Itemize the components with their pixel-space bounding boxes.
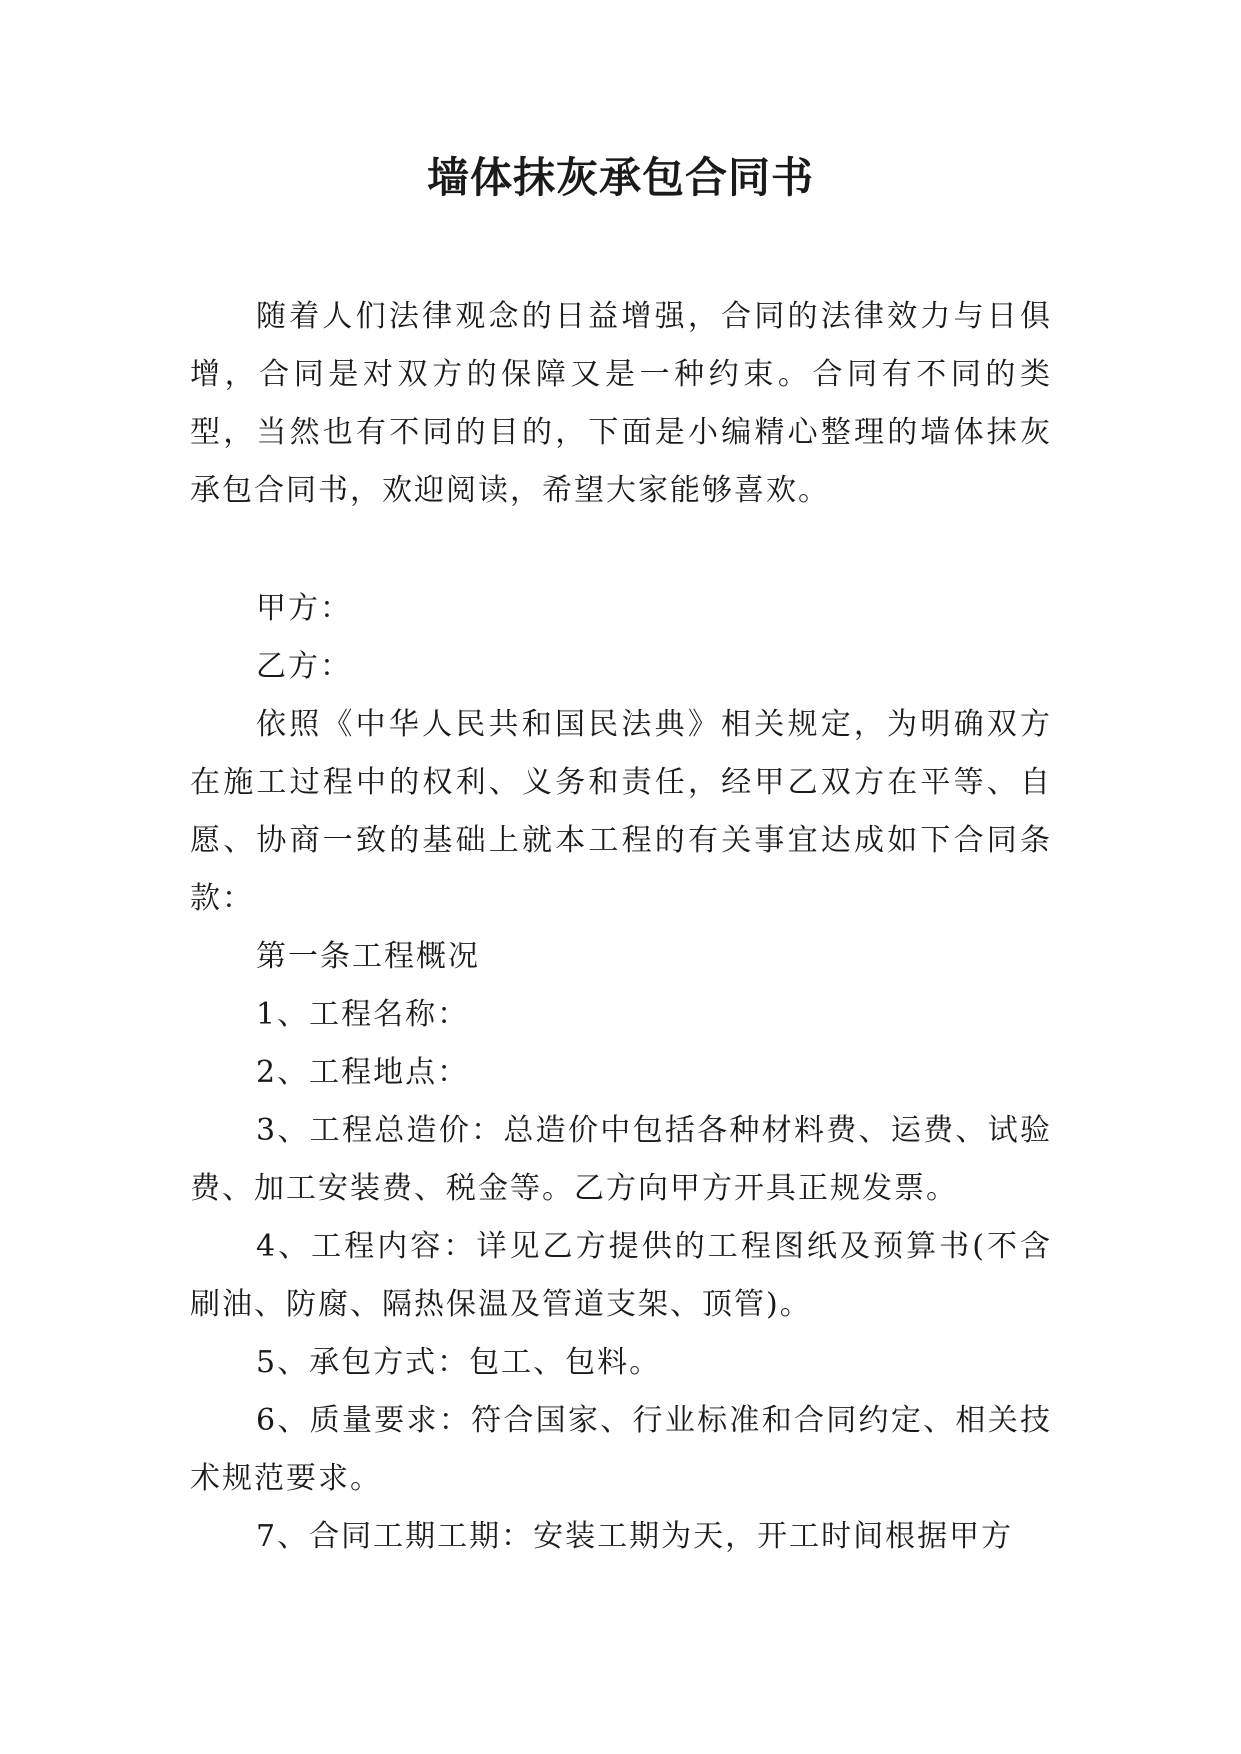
preamble-paragraph: 依照《中华人民共和国民法典》相关规定，为明确双方在施工过程中的权利、义务和责任，经甲乙双方在平等、自愿、协商一致的基础上就本工程的有关事宜达成如下合同条款： [190,707,1052,916]
clause-item-3: 3、工程总造价：总造价中包括各种材料费、运费、试验费、加工安装费、税金等。乙方向甲方开具正规发票。 [190,1113,1052,1206]
clause-item-7: 7、合同工期工期：安装工期为天，开工时间根据甲方 [256,1519,1014,1554]
document-title: 墙体抹灰承包合同书 [426,153,814,202]
clause-item-5: 5、承包方式：包工、包料。 [256,1345,662,1380]
article-1-heading: 第一条工程概况 [256,939,480,974]
intro-section [190,288,1052,520]
clause-item-1: 1、工程名称： [256,997,470,1032]
party-b-line: 乙方： [256,649,352,684]
clause-item-6: 6、质量要求：符合国家、行业标准和合同约定、相关技术规范要求。 [190,1403,1052,1496]
intro-paragraph: 随着人们法律观念的日益增强，合同的法律效力与日俱增，合同是对双方的保障又是一种约束。合同有不同的类型，当然也有不同的目的，下面是小编精心整理的墙体抹灰承包合同书，欢迎阅读，希望大家能够喜欢。 [190,299,1052,508]
clause-item-4: 4、工程内容：详见乙方提供的工程图纸及预算书(不含刷油、防腐、隔热保温及管道支架、顶管)。 [190,1229,1052,1322]
contract-body [190,580,1052,1566]
party-a-line: 甲方： [256,591,352,626]
clause-item-2: 2、工程地点： [256,1055,470,1090]
